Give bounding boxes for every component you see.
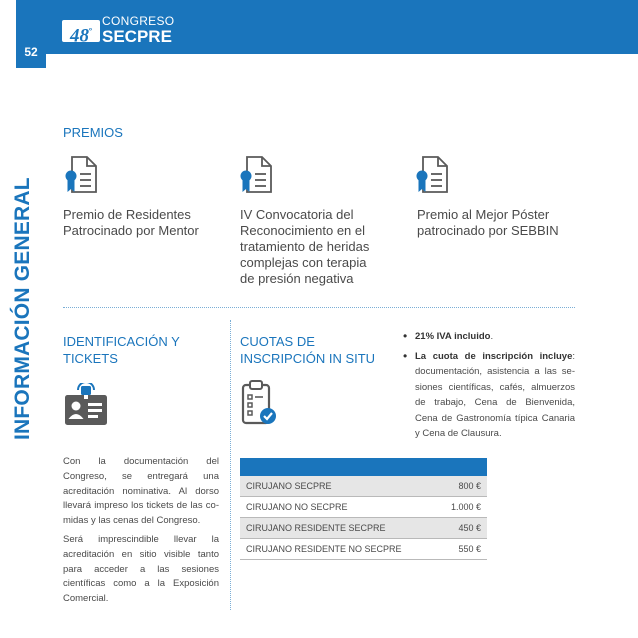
- award-document-icon: [237, 154, 277, 203]
- premios-title: PREMIOS: [63, 125, 123, 140]
- award-3-line2: patrocinado por SEBBIN: [417, 223, 559, 238]
- table-row: [240, 539, 487, 560]
- fee-label: CIRUJANO RESIDENTE SECPRE: [240, 518, 437, 539]
- clipboard-check-icon: [240, 379, 278, 434]
- table-row: [240, 518, 487, 539]
- fees-header-price: [437, 458, 487, 476]
- logo-line1: CONGRESO: [102, 14, 175, 28]
- table-row: [240, 476, 487, 497]
- column-divider: [230, 320, 231, 610]
- award-2: [240, 207, 405, 287]
- cuotas-notes: [401, 329, 575, 446]
- fee-price: 1.000 €: [437, 497, 487, 518]
- bullet-1-text: .: [490, 331, 494, 342]
- logo-line2: SECPRE: [102, 27, 172, 46]
- award-1-line1: Premio de Residentes: [63, 207, 191, 222]
- table-row: [240, 497, 487, 518]
- award-2-line4: complejas con terapia: [240, 255, 367, 270]
- fee-price: 550 €: [437, 539, 487, 560]
- fee-label: CIRUJANO NO SECPRE: [240, 497, 437, 518]
- award-2-line1: IV Convocatoria del: [240, 207, 354, 222]
- award-2-line3: tratamiento de heridas: [240, 239, 370, 254]
- award-document-icon: [62, 154, 102, 203]
- fees-table: [240, 458, 487, 560]
- identificacion-paragraph-1: Con la documentación del Congreso, se entregará una acreditación nominativa. Al dorso llevará impreso los tickets de las co-midas y las cenas del Congreso.: [63, 456, 219, 527]
- cuotas-title: [240, 333, 375, 367]
- fee-label: CIRUJANO RESIDENTE NO SECPRE: [240, 539, 437, 560]
- page-number-tab: [16, 0, 46, 68]
- section-label: INFORMACIÓN GENERAL: [11, 177, 34, 440]
- logo-number: 48: [70, 25, 89, 47]
- award-1: [63, 207, 228, 239]
- bullet-2-text: : documentación, asistencia a las se-siones científicas, cafés, almuerzos de trabajo, Cena de Bienvenida, Cena de Gastronomía típica Canaria y Cena de Clausura.: [415, 350, 575, 439]
- cuotas-title-line1: CUOTAS DE: [240, 334, 315, 349]
- award-2-line5: de presión negativa: [240, 271, 354, 286]
- identificacion-title-line1: IDENTIFICACIÓN Y: [63, 334, 180, 349]
- identificacion-title: [63, 333, 180, 367]
- logo-superscript: º: [89, 26, 92, 36]
- fee-price: 450 €: [437, 518, 487, 539]
- identificacion-title-line2: TICKETS: [63, 351, 118, 366]
- page-number: 52: [24, 45, 38, 59]
- logo-badge: [62, 20, 100, 47]
- fees-table-header: [240, 458, 487, 476]
- fees-header-category: [240, 458, 437, 476]
- fee-label: CIRUJANO SECPRE: [240, 476, 437, 497]
- award-3: [417, 207, 582, 239]
- award-3-line1: Premio al Mejor Póster: [417, 207, 550, 222]
- cuotas-title-line2: INSCRIPCIÓN IN SITU: [240, 351, 376, 366]
- bullet-1-bold: 21% IVA incluido: [415, 331, 491, 342]
- award-2-line2: Reconocimiento en el: [240, 223, 366, 238]
- section-divider: [63, 307, 575, 308]
- id-badge-icon: [62, 383, 110, 434]
- fee-price: 800 €: [437, 476, 487, 497]
- list-item: [415, 349, 575, 442]
- list-item: [415, 329, 575, 345]
- identificacion-paragraph-2: Será imprescindible llevar la acreditación en sitio visible tanto para acceder a las sesiones científicas como a la Exposición Comercial.: [63, 533, 219, 605]
- award-1-line2: Patrocinado por Mentor: [63, 223, 199, 238]
- award-document-icon: [413, 154, 453, 203]
- identificacion-text: [63, 455, 219, 607]
- bullet-2-bold: La cuota de inscripción incluye: [415, 350, 573, 362]
